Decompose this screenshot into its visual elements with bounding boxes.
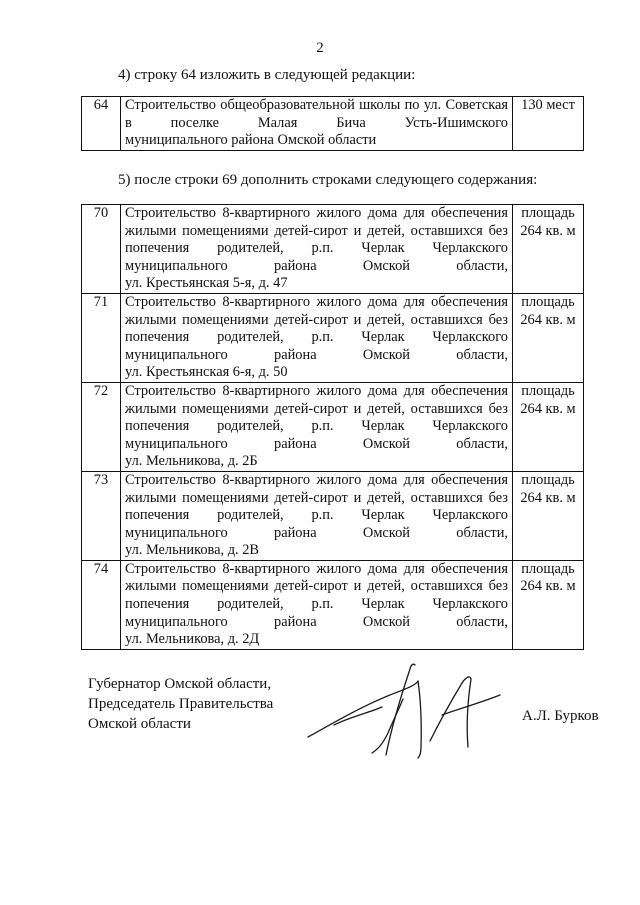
amendment-table-rows-70-74 — [81, 204, 584, 650]
row-number: 64 — [82, 97, 121, 151]
description-text: Строительство 8-квартирного жилого дома для обеспечения жилыми помещениями детей-сирот и детей, оставшихся без попечения родителей, р.п. Черлак Черлакского муниципального района Омской области, — [125, 471, 508, 541]
page-number: 2 — [316, 40, 324, 56]
signatory-title-line: Губернатор Омской области, — [88, 676, 272, 692]
table-row — [82, 471, 584, 560]
description-text: Строительство 8-квартирного жилого дома для обеспечения жилыми помещениями детей-сирот и детей, оставшихся без попечения родителей, р.п. Черлак Черлакского муниципального района Омской области, — [125, 382, 508, 452]
row-description — [121, 382, 513, 471]
description-text: Строительство 8-квартирного жилого дома для обеспечения жилыми помещениями детей-сирот и детей, оставшихся без попечения родителей, р.п. Черлак Черлакского муниципального района Омской области, — [125, 560, 508, 630]
instruction-5: 5) после строки 69 дополнить строками следующего содержания: — [118, 172, 538, 188]
row-description — [121, 293, 513, 382]
table-row — [82, 293, 584, 382]
row-area: площадь 264 кв. м — [513, 382, 584, 471]
row-capacity: 130 мест — [513, 97, 584, 151]
row-number: 71 — [82, 293, 121, 382]
amendment-table-row-64 — [81, 96, 584, 151]
description-last-line: ул. Крестьянская 6-я, д. 50 — [125, 364, 288, 381]
description-last-line: ул. Мельникова, д. 2В — [125, 542, 260, 559]
description-last-line: ул. Мельникова, д. 2Б — [125, 453, 258, 470]
table-row — [82, 382, 584, 471]
description-last-line: ул. Крестьянская 5-я, д. 47 — [125, 275, 288, 292]
signatory-title — [88, 674, 273, 734]
description-last-line: муниципального района Омской области — [125, 132, 377, 149]
row-number: 72 — [82, 382, 121, 471]
instruction-4: 4) строку 64 изложить в следующей редакции: — [118, 67, 416, 83]
table-row — [82, 560, 584, 649]
row-number: 73 — [82, 471, 121, 560]
description-text: Строительство общеобразовательной школы по ул. Советская в поселке Малая Бича Усть-Ишимского — [125, 97, 508, 131]
signatory-title-line: Омской области — [88, 716, 191, 732]
row-description — [121, 205, 513, 294]
row-description — [121, 97, 513, 151]
table-row — [82, 205, 584, 294]
row-area: площадь 264 кв. м — [513, 205, 584, 294]
row-area: площадь 264 кв. м — [513, 471, 584, 560]
row-description — [121, 560, 513, 649]
table-row — [82, 97, 584, 151]
signatory-title-line: Председатель Правительства — [88, 696, 274, 712]
row-description — [121, 471, 513, 560]
row-area: площадь 264 кв. м — [513, 293, 584, 382]
row-area: площадь 264 кв. м — [513, 560, 584, 649]
row-number: 70 — [82, 205, 121, 294]
description-text: Строительство 8-квартирного жилого дома для обеспечения жилыми помещениями детей-сирот и детей, оставшихся без попечения родителей, р.п. Черлак Черлакского муниципального района Омской области, — [125, 293, 508, 363]
description-last-line: ул. Мельникова, д. 2Д — [125, 631, 260, 648]
row-number: 74 — [82, 560, 121, 649]
signatory-name: А.Л. Бурков — [522, 708, 599, 724]
description-text: Строительство 8-квартирного жилого дома для обеспечения жилыми помещениями детей-сирот и детей, оставшихся без попечения родителей, р.п. Черлак Черлакского муниципального района Омской области, — [125, 205, 508, 274]
handwritten-signature — [290, 655, 510, 765]
